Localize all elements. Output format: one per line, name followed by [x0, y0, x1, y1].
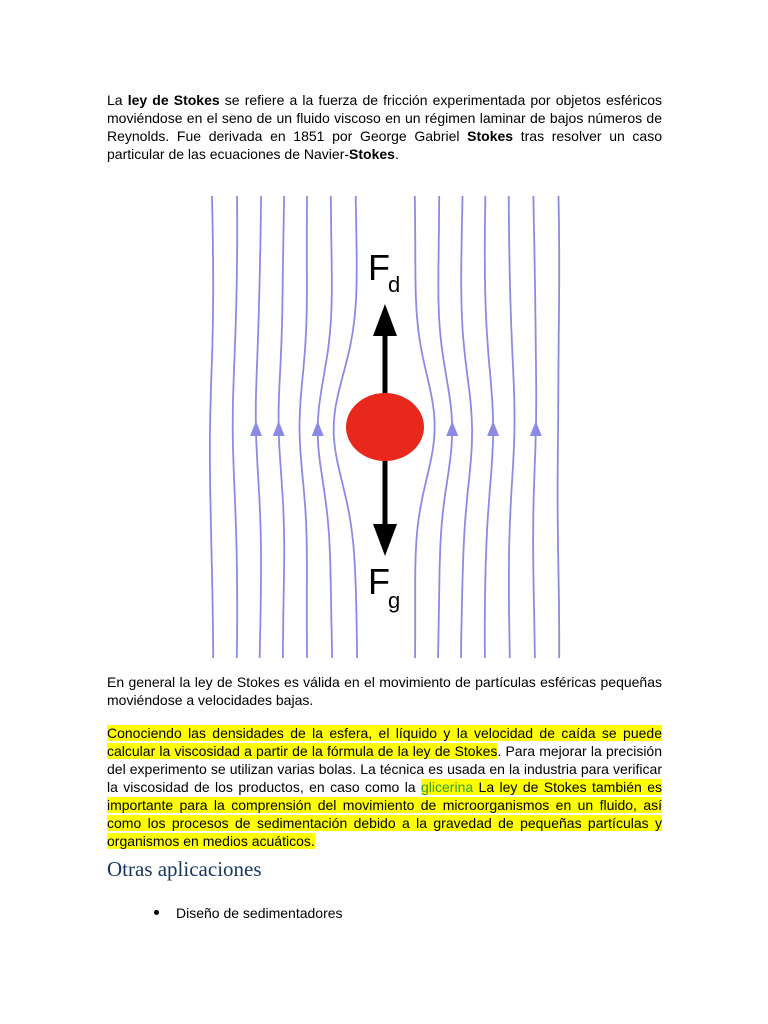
streamline	[233, 196, 238, 658]
drag-force-label: F	[368, 247, 390, 288]
intro-text-4: .	[394, 146, 399, 162]
intro-bold-2: Stokes	[467, 128, 514, 144]
highlighted-text-2: La ley de Stokes también es importante para la comprensión del movimiento de microorganismos en un fluido, así como los procesos de sedimentación debido a la gravedad de pequeñas partículas y organismos en medios acuáticos.	[107, 779, 662, 849]
red-sphere	[346, 393, 424, 461]
stokes-flow-diagram	[198, 196, 570, 662]
glicerina-link[interactable]: glicerina	[421, 779, 474, 795]
flow-arrow-icon	[250, 421, 262, 436]
bullet-item-text: Diseño de sedimentadores	[176, 905, 343, 921]
flow-arrow-icon	[446, 421, 458, 436]
highlighted-text-1: Conociendo las densidades de la esfera, el líquido y la velocidad de caída se puede calcular la viscosidad a partir de la fórmula de la ley de Stokes	[107, 725, 662, 759]
streamline	[558, 196, 560, 658]
section-heading: Otras aplicaciones	[107, 857, 262, 881]
intro-bold-1: ley de Stokes	[127, 92, 220, 108]
streamline	[509, 196, 515, 658]
intro-text-1: La	[107, 92, 128, 108]
intro-bold-3: Stokes	[349, 146, 395, 162]
plain-text: . Para mejorar la precisión del experimento se utilizan varias bolas. La técnica es usada en la industria para verificar la viscosidad de los productos, en caso como la	[107, 743, 663, 795]
flow-arrow-icon	[530, 421, 542, 436]
drag-force-subscript: d	[388, 272, 401, 297]
bullet-dot-icon	[154, 910, 159, 915]
streamline	[210, 196, 213, 658]
gravity-force-subscript: g	[388, 588, 401, 613]
intro-paragraph	[107, 91, 662, 163]
drag-force-arrowhead	[373, 304, 397, 336]
viscosity-paragraph	[107, 724, 662, 850]
intro-text-3: tras resolver un caso particular de las ecuaciones de Navier-	[107, 128, 662, 162]
streamline	[461, 196, 472, 658]
gravity-force-label: F	[368, 561, 390, 602]
validity-paragraph: En general la ley de Stokes es válida en el movimiento de partículas esféricas pequeñas moviéndose a velocidades bajas.	[107, 674, 662, 708]
streamline	[300, 196, 308, 658]
flow-arrow-icon	[273, 421, 285, 436]
flow-arrow-icon	[487, 421, 499, 436]
gravity-force-arrowhead	[373, 524, 397, 556]
flow-arrow-icon	[312, 421, 324, 436]
intro-text-2: se refiere a la fuerza de fricción experimentada por objetos esféricos moviéndose en el seno de un fluido viscoso en un régimen laminar de bajos números de Reynolds. Fue derivada en 1851 por George Gabriel	[107, 92, 663, 144]
